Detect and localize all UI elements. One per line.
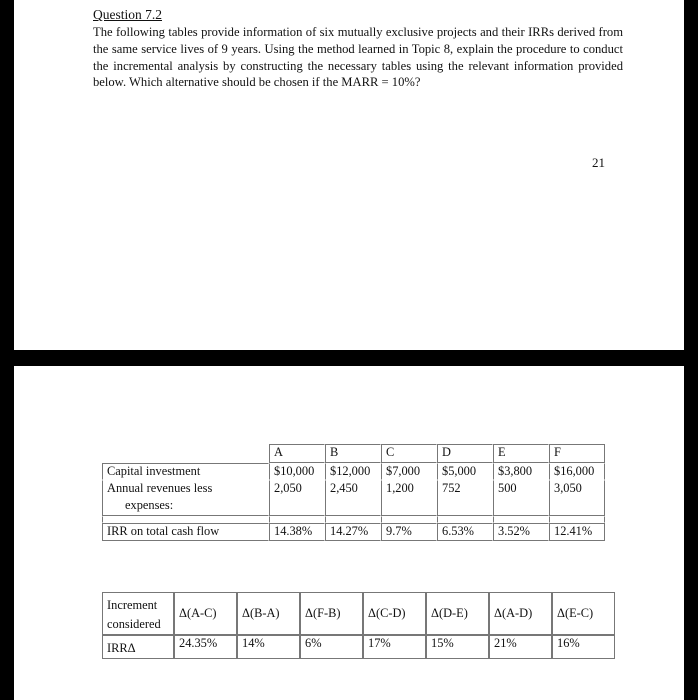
capital-investment-e: $3,800 — [493, 463, 549, 480]
capital-investment-d: $5,000 — [437, 463, 493, 480]
annual-revenues-e: 500 — [493, 480, 549, 516]
annual-revenues-f: 3,050 — [549, 480, 605, 516]
incremental-table — [102, 592, 615, 659]
increment-a-c: Δ(A-C) — [174, 592, 237, 635]
irr-delta-f-b: 6% — [300, 635, 363, 659]
irr-delta-a-c: 24.35% — [174, 635, 237, 659]
page-bottom — [14, 366, 684, 700]
irr-total-label: IRR on total cash flow — [102, 523, 269, 541]
capital-investment-b: $12,000 — [325, 463, 381, 480]
irr-delta-a-d: 21% — [489, 635, 552, 659]
col-header-e: E — [493, 444, 549, 463]
capital-investment-c: $7,000 — [381, 463, 437, 480]
col-header-f: F — [549, 444, 605, 463]
increment-e-c: Δ(E-C) — [552, 592, 615, 635]
irr-e: 3.52% — [493, 523, 549, 541]
question-heading: Question 7.2 — [93, 7, 162, 22]
annual-revenues-a: 2,050 — [269, 480, 325, 516]
increment-f-b: Δ(F-B) — [300, 592, 363, 635]
col-header-b: B — [325, 444, 381, 463]
capital-investment-a: $10,000 — [269, 463, 325, 480]
projects-table — [102, 444, 605, 541]
capital-investment-f: $16,000 — [549, 463, 605, 480]
annual-revenues-label-line1: Annual revenues less — [107, 481, 213, 495]
irr-delta-b-a: 14% — [237, 635, 300, 659]
increment-label-line1: Increment — [107, 598, 158, 612]
irr-b: 14.27% — [325, 523, 381, 541]
irr-f: 12.41% — [549, 523, 605, 541]
increment-c-d: Δ(C-D) — [363, 592, 426, 635]
page-top — [14, 0, 684, 350]
col-header-a: A — [269, 444, 325, 463]
annual-revenues-label — [102, 480, 269, 516]
irr-a: 14.38% — [269, 523, 325, 541]
increment-considered-label — [102, 592, 174, 635]
col-header-c: C — [381, 444, 437, 463]
increment-a-d: Δ(A-D) — [489, 592, 552, 635]
increment-b-a: Δ(B-A) — [237, 592, 300, 635]
annual-revenues-c: 1,200 — [381, 480, 437, 516]
increment-label-line2: considered — [107, 617, 161, 631]
irr-c: 9.7% — [381, 523, 437, 541]
irr-delta-c-d: 17% — [363, 635, 426, 659]
annual-revenues-label-line2: expenses: — [125, 498, 174, 512]
irr-delta-e-c: 16% — [552, 635, 615, 659]
page-number: 21 — [592, 155, 605, 170]
irr-delta-label: IRRΔ — [102, 635, 174, 659]
irr-delta-d-e: 15% — [426, 635, 489, 659]
annual-revenues-b: 2,450 — [325, 480, 381, 516]
col-header-d: D — [437, 444, 493, 463]
annual-revenues-d: 752 — [437, 480, 493, 516]
question-text: The following tables provide information of six mutually exclusive projects and their IRRs derived from the same service lives of 9 years. Using the method learned in Topic 8, explain the procedure to conduct the incremental analysis by constructing the necessary tables using the relevant information provided below. Which alternative should be chosen if the MARR = 10%? — [93, 25, 623, 90]
increment-d-e: Δ(D-E) — [426, 592, 489, 635]
irr-d: 6.53% — [437, 523, 493, 541]
capital-investment-label: Capital investment — [102, 463, 269, 480]
